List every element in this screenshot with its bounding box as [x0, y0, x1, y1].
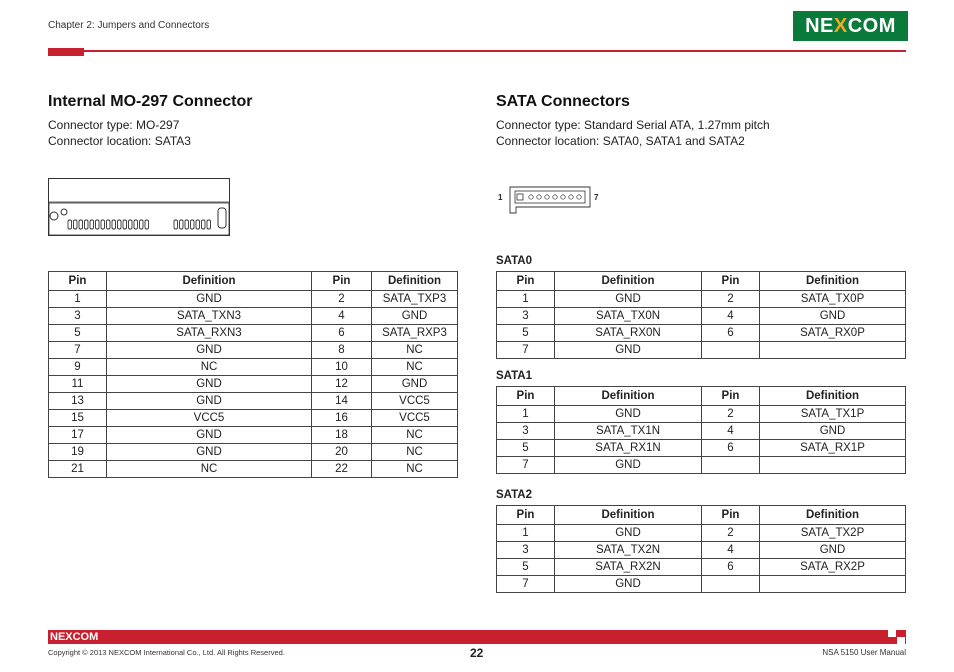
table-cell: 8 [312, 342, 372, 359]
table-row [49, 444, 458, 461]
table-row [497, 542, 906, 559]
table-cell: GND [107, 427, 312, 444]
table-cell: 6 [702, 325, 760, 342]
table-cell: SATA_RX2P [760, 559, 906, 576]
table-cell: 3 [497, 423, 555, 440]
sata-pin-table [496, 386, 906, 474]
table-cell: 4 [702, 542, 760, 559]
table-cell: 12 [312, 376, 372, 393]
table-cell: GND [555, 406, 702, 423]
table-header-row [49, 272, 458, 291]
table-cell: 14 [312, 393, 372, 410]
sata-table-label: SATA0 [496, 255, 532, 267]
table-cell: SATA_RX0N [555, 325, 702, 342]
table-cell: SATA_TX1P [760, 406, 906, 423]
table-cell: GND [107, 291, 312, 308]
table-cell: 5 [497, 440, 555, 457]
table-cell: SATA_TX2N [555, 542, 702, 559]
table-cell: SATA_TX0N [555, 308, 702, 325]
table-cell: 7 [497, 576, 555, 593]
table-row [497, 342, 906, 359]
table-cell: SATA_TX0P [760, 291, 906, 308]
page-number: 22 [470, 646, 484, 660]
table-cell: 19 [49, 444, 107, 461]
table-cell: 7 [497, 342, 555, 359]
table-cell: 15 [49, 410, 107, 427]
table-row [497, 406, 906, 423]
table-row [497, 525, 906, 542]
table-cell: NC [107, 359, 312, 376]
chapter-title: Chapter 2: Jumpers and Connectors [48, 20, 210, 31]
table-cell: GND [760, 308, 906, 325]
left-section [48, 93, 252, 149]
table-header-row [497, 387, 906, 406]
table-cell: GND [107, 393, 312, 410]
footer-logo: NEXCOM [50, 631, 99, 643]
table-cell: VCC5 [372, 393, 458, 410]
table-cell: SATA_TXN3 [107, 308, 312, 325]
table-row [49, 291, 458, 308]
footer-square-mark-2 [897, 637, 905, 645]
footer-bar [48, 630, 906, 644]
table-cell: GND [555, 525, 702, 542]
table-row [497, 308, 906, 325]
table-header-cell: Definition [760, 272, 906, 291]
table-cell: 7 [49, 342, 107, 359]
table-row [497, 559, 906, 576]
table-cell: 1 [497, 406, 555, 423]
table-row [49, 308, 458, 325]
table-cell [702, 576, 760, 593]
table-cell: 22 [312, 461, 372, 478]
table-row [49, 393, 458, 410]
mo297-type: Connector type: MO-297 [48, 118, 180, 132]
table-cell: 4 [702, 308, 760, 325]
table-header-cell: Definition [760, 506, 906, 525]
table-row [49, 359, 458, 376]
table-row [497, 423, 906, 440]
table-header-cell: Pin [497, 272, 555, 291]
table-cell: 3 [49, 308, 107, 325]
logo-text-a: NE [805, 14, 834, 37]
table-cell: SATA_RXP3 [372, 325, 458, 342]
table-cell: SATA_RX1P [760, 440, 906, 457]
nexcom-logo [793, 11, 908, 41]
table-cell: 4 [312, 308, 372, 325]
table-row [49, 376, 458, 393]
table-cell: 20 [312, 444, 372, 461]
table-cell: GND [760, 423, 906, 440]
logo-text-b: COM [847, 14, 896, 37]
table-cell: SATA_TX2P [760, 525, 906, 542]
table-cell: NC [372, 342, 458, 359]
table-cell: 7 [497, 457, 555, 474]
sata-pin-table [496, 271, 906, 359]
table-cell: SATA_TX1N [555, 423, 702, 440]
mo297-connector-diagram [48, 178, 232, 238]
table-cell: VCC5 [107, 410, 312, 427]
table-cell: VCC5 [372, 410, 458, 427]
table-header-cell: Definition [372, 272, 458, 291]
right-section [496, 93, 770, 149]
table-cell: 2 [702, 406, 760, 423]
table-header-cell: Pin [497, 506, 555, 525]
table-cell: GND [107, 444, 312, 461]
table-cell: 6 [702, 440, 760, 457]
sata-pin-table [496, 505, 906, 593]
table-cell: SATA_RXN3 [107, 325, 312, 342]
table-row [49, 342, 458, 359]
table-header-cell: Pin [702, 506, 760, 525]
table-cell: 11 [49, 376, 107, 393]
table-row [49, 410, 458, 427]
sata-connector-diagram [506, 186, 592, 214]
table-header-cell: Definition [555, 506, 702, 525]
table-header-cell: Definition [555, 272, 702, 291]
table-cell: 5 [497, 325, 555, 342]
table-cell: 4 [702, 423, 760, 440]
table-cell: 18 [312, 427, 372, 444]
table-cell: 17 [49, 427, 107, 444]
table-cell: 1 [497, 291, 555, 308]
sata-pin-first-label: 1 [498, 193, 503, 202]
table-header-cell: Pin [702, 387, 760, 406]
table-cell: SATA_RX2N [555, 559, 702, 576]
table-cell: GND [107, 376, 312, 393]
table-header-cell: Pin [497, 387, 555, 406]
table-cell: 5 [497, 559, 555, 576]
mo297-location: Connector location: SATA3 [48, 134, 191, 148]
table-header-cell: Pin [312, 272, 372, 291]
mo297-pin-table [48, 271, 458, 478]
table-header-cell: Definition [107, 272, 312, 291]
table-cell: 21 [49, 461, 107, 478]
manual-name: NSA 5150 User Manual [822, 648, 906, 657]
table-header-row [497, 272, 906, 291]
table-cell: GND [107, 342, 312, 359]
table-cell: SATA_TXP3 [372, 291, 458, 308]
table-header-cell: Pin [49, 272, 107, 291]
table-row [49, 461, 458, 478]
table-cell: GND [555, 342, 702, 359]
table-cell [760, 576, 906, 593]
table-row [497, 291, 906, 308]
table-cell: 13 [49, 393, 107, 410]
table-cell: 10 [312, 359, 372, 376]
sata-type: Connector type: Standard Serial ATA, 1.27mm pitch [496, 118, 770, 132]
header-rule-accent [48, 48, 84, 56]
table-cell: 2 [702, 525, 760, 542]
header-rule [48, 50, 906, 52]
sata-title: SATA Connectors [496, 93, 630, 110]
table-cell: NC [372, 444, 458, 461]
table-cell: 16 [312, 410, 372, 427]
table-cell: 6 [702, 559, 760, 576]
table-cell: 1 [497, 525, 555, 542]
table-cell: SATA_RX0P [760, 325, 906, 342]
table-cell [760, 342, 906, 359]
table-row [497, 440, 906, 457]
table-cell: GND [555, 576, 702, 593]
table-cell: 6 [312, 325, 372, 342]
sata-location: Connector location: SATA0, SATA1 and SATA2 [496, 134, 745, 148]
table-row [497, 457, 906, 474]
table-cell [760, 457, 906, 474]
copyright-text: Copyright © 2013 NEXCOM International Co., Ltd. All Rights Reserved. [48, 648, 285, 657]
sata-pin-last-label: 7 [594, 193, 599, 202]
table-cell: NC [372, 359, 458, 376]
table-row [49, 427, 458, 444]
table-cell: NC [372, 461, 458, 478]
table-cell: NC [372, 427, 458, 444]
table-cell: 1 [49, 291, 107, 308]
table-cell: 2 [312, 291, 372, 308]
table-cell: GND [372, 376, 458, 393]
table-cell [702, 457, 760, 474]
table-header-row [497, 506, 906, 525]
table-header-cell: Pin [702, 272, 760, 291]
table-cell: GND [372, 308, 458, 325]
table-cell: GND [760, 542, 906, 559]
table-row [49, 325, 458, 342]
table-row [497, 325, 906, 342]
table-header-cell: Definition [555, 387, 702, 406]
mo297-title: Internal MO-297 Connector [48, 93, 253, 110]
table-cell: GND [555, 291, 702, 308]
table-header-cell: Definition [760, 387, 906, 406]
table-row [497, 576, 906, 593]
sata-table-label: SATA2 [496, 489, 532, 501]
logo-text-x: X [833, 14, 848, 37]
table-cell [702, 342, 760, 359]
table-cell: 3 [497, 308, 555, 325]
table-cell: SATA_RX1N [555, 440, 702, 457]
footer-square-mark [888, 629, 896, 637]
table-cell: 9 [49, 359, 107, 376]
table-cell: 2 [702, 291, 760, 308]
table-cell: 5 [49, 325, 107, 342]
sata-table-label: SATA1 [496, 370, 532, 382]
table-cell: GND [555, 457, 702, 474]
table-cell: NC [107, 461, 312, 478]
table-cell: 3 [497, 542, 555, 559]
